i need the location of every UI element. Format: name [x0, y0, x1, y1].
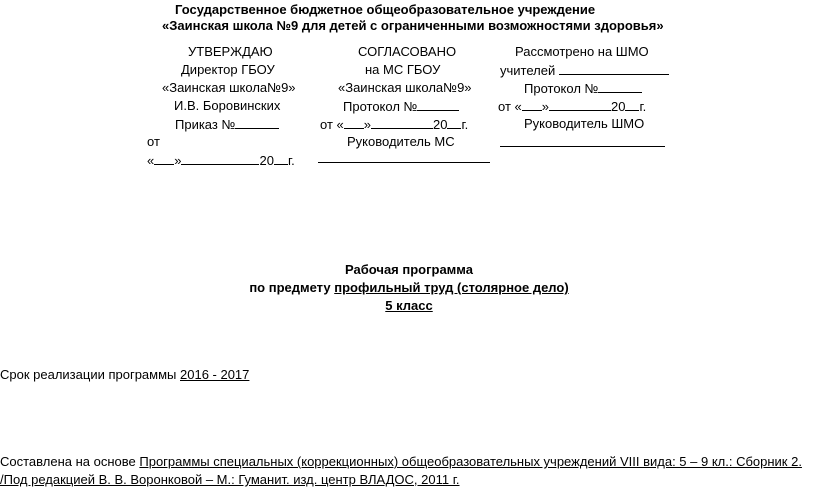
agreed-protocol-blank	[417, 98, 459, 111]
agreed-date-mid: »	[363, 117, 371, 132]
reviewed-teachers-label: учителей	[500, 63, 556, 78]
program-subject: профильный труд (столярное дело)	[334, 280, 569, 295]
agreed-title: СОГЛАСОВАНО	[358, 44, 457, 59]
reviewed-date	[498, 98, 646, 115]
agreed-protocol-label: Протокол №	[343, 99, 418, 114]
approve-from: от	[147, 134, 160, 149]
approve-title: УТВЕРЖДАЮ	[188, 44, 273, 59]
approve-day-blank	[154, 152, 174, 165]
approve-date-mid: »	[174, 153, 182, 168]
reviewed-teachers-blank	[559, 62, 669, 75]
approve-order	[175, 116, 279, 133]
basis-source: Программы специальных (коррекционных) общеобразовательных учреждений VIII вида: 5 – 9 кл.: Сборник 2.	[139, 454, 802, 469]
program-title: Рабочая программа	[345, 262, 473, 277]
agreed-signature-line	[318, 150, 490, 163]
approve-year: 20	[259, 153, 274, 168]
approve-g: г.	[287, 153, 295, 168]
agreed-year: 20	[432, 117, 448, 132]
agreed-year-blank	[447, 116, 461, 129]
reviewed-teachers	[500, 62, 669, 79]
approve-role: Директор ГБОУ	[181, 62, 275, 77]
approve-order-label: Приказ №	[175, 117, 236, 132]
program-period	[0, 367, 249, 383]
reviewed-protocol-label: Протокол №	[524, 81, 599, 96]
reviewed-head: Руководитель ШМО	[524, 116, 645, 131]
agreed-g: г.	[461, 117, 469, 132]
reviewed-from: от «	[498, 99, 522, 114]
reviewed-year-blank	[625, 98, 639, 111]
agreed-protocol	[343, 98, 459, 115]
reviewed-year: 20	[610, 99, 626, 114]
approve-date	[147, 152, 295, 169]
approve-order-blank	[235, 116, 279, 129]
agreed-body: на МС ГБОУ	[365, 62, 441, 77]
approve-month-blank	[181, 152, 259, 165]
program-grade: 5 класс	[385, 298, 433, 313]
agreed-head: Руководитель МС	[347, 134, 455, 149]
program-basis-line-2: /Под редакцией В. В. Воронковой – М.: Гуманит. изд. центр ВЛАДОС, 2011 г.	[0, 472, 460, 487]
approve-year-blank	[274, 152, 288, 165]
approve-date-open: «	[147, 153, 155, 168]
reviewed-date-mid: »	[541, 99, 549, 114]
program-subject-line	[249, 280, 568, 296]
reviewed-title: Рассмотрено на ШМО	[515, 44, 649, 59]
reviewed-protocol-blank	[598, 80, 642, 93]
reviewed-signature-line	[500, 134, 665, 147]
period-label: Срок реализации программы	[0, 367, 180, 382]
reviewed-g: г.	[639, 99, 647, 114]
program-basis-line-1	[0, 454, 802, 470]
reviewed-month-blank	[549, 98, 611, 111]
agreed-month-blank	[371, 116, 433, 129]
basis-label: Составлена на основе	[0, 454, 140, 469]
approve-org: «Заинская школа№9»	[162, 80, 296, 95]
period-value: 2016 - 2017	[180, 367, 250, 382]
approve-name: И.В. Боровинских	[174, 98, 281, 113]
agreed-org: «Заинская школа№9»	[338, 80, 472, 95]
header-line-2: «Заинская школа №9 для детей с ограниченными возможностями здоровья»	[162, 18, 664, 33]
agreed-date	[320, 116, 468, 133]
header-line-1: Государственное бюджетное общеобразовательное учреждение	[175, 2, 596, 17]
program-subject-prefix: по предмету	[249, 280, 335, 295]
agreed-day-blank	[344, 116, 364, 129]
reviewed-protocol	[524, 80, 642, 97]
agreed-from: от «	[320, 117, 344, 132]
reviewed-day-blank	[522, 98, 542, 111]
